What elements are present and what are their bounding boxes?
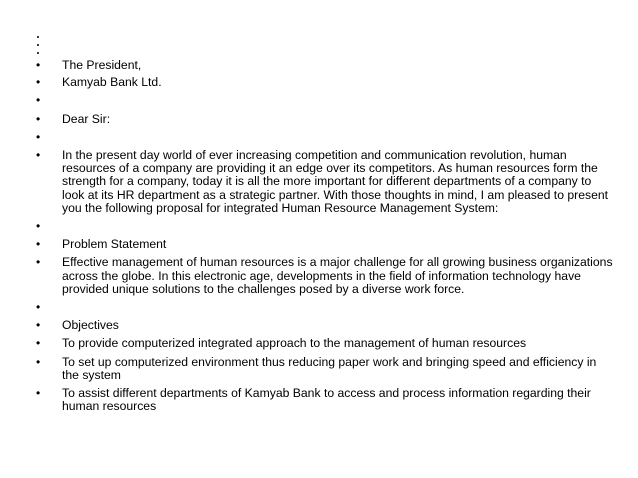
list-item (36, 387, 616, 413)
recipient-org: Kamyab Bank Ltd. (62, 75, 162, 90)
list-item (36, 59, 616, 72)
bullet: • (36, 129, 41, 144)
bullet: • (36, 336, 41, 351)
objective-item: To assist different departments of Kamyab Bank to access and process information regarding their human resources (62, 386, 591, 414)
bullet: • (36, 58, 41, 72)
objective-item: To set up computerized environment thus reducing paper work and bringing speed and efficiency in the system (62, 354, 597, 382)
bullet: • (36, 93, 41, 108)
salutation: Dear Sir: (62, 111, 111, 126)
bullet: • (36, 148, 41, 163)
list-item (36, 149, 616, 215)
bullet: • (36, 300, 41, 315)
bullet: • (36, 75, 41, 90)
list-item (36, 113, 616, 126)
bullet: • (36, 255, 41, 270)
empty-list-item (36, 131, 616, 144)
list-item (36, 337, 616, 350)
problem-paragraph: Effective management of human resources is a major challenge for all growing business organizations across the globe. In this electronic age, developments in the field of information technology have provided unique solutions to the challenges posed by a diverse work force. (62, 255, 613, 296)
dot-marker (37, 44, 39, 46)
intro-paragraph: In the present day world of ever increasing competition and communication revolution, human resources of a company are providing it an edge over its competitors. As human resources form the strength for a company, today it is all the more important for different departments of a company to look at its HR department as a strategic partner. With those thoughts in mind, I am pleased to present you the following proposal for integrated Human Resource Management System: (62, 148, 609, 215)
bullet: • (36, 318, 41, 333)
list-item (36, 238, 616, 251)
objective-item: To provide computerized integrated approach to the management of human resources (62, 336, 527, 351)
letter-body (36, 59, 616, 413)
dot-marker (37, 36, 39, 38)
list-item (36, 76, 616, 89)
bullet: • (36, 219, 41, 234)
dot-marker (37, 52, 39, 54)
empty-list-item (36, 220, 616, 233)
problem-heading: Problem Statement (62, 237, 167, 252)
recipient-title: The President, (62, 58, 142, 72)
bullet: • (36, 237, 41, 252)
leading-dots (37, 36, 43, 60)
bullet: • (36, 386, 41, 401)
list-item (36, 356, 616, 382)
bullet: • (36, 111, 41, 126)
objectives-heading: Objectives (62, 318, 119, 333)
bullet: • (36, 354, 41, 369)
list-item (36, 319, 616, 332)
empty-list-item (36, 94, 616, 107)
empty-list-item (36, 301, 616, 314)
list-item (36, 256, 616, 296)
